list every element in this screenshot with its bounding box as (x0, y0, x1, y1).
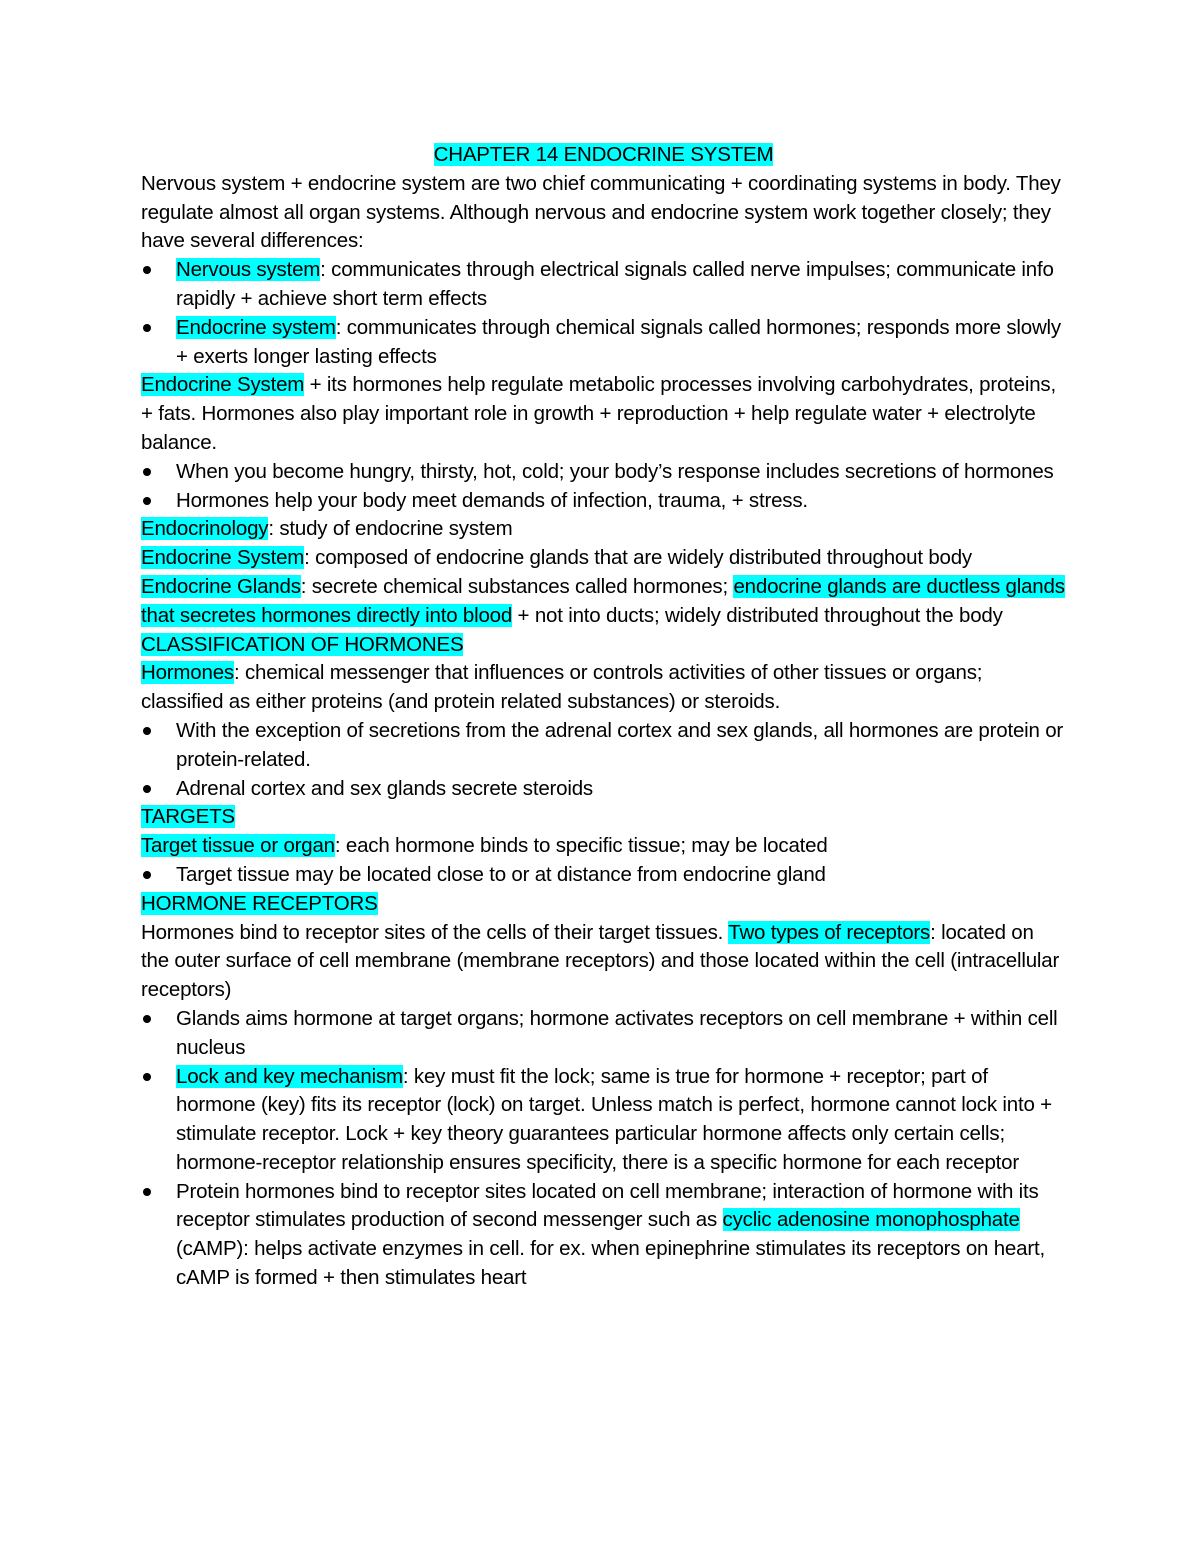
highlighted-phrase: cyclic adenosine monophosphate (722, 1208, 1020, 1232)
bullet-icon (143, 785, 151, 793)
endocrine-system-paragraph: Endocrine System + its hormones help regulate metabolic processes involving carbohydrates, proteins, + fats. Hormones also play important role in growth + reproduction + help regulate water + electrolyte balance. (141, 373, 1056, 454)
highlighted-term: Nervous system (176, 258, 321, 282)
highlighted-term: Hormones (141, 661, 234, 685)
list-item: Target tissue may be located close to or at distance from endocrine gland (141, 861, 1066, 890)
receptors-paragraph: Hormones bind to receptor sites of the cells of their target tissues. Two types of receptors: located on the outer surface of cell membrane (membrane receptors) and those located within the cell (intracellular receptors) (141, 920, 1060, 1002)
endocrine-system-definition: Endocrine System: composed of endocrine glands that are widely distributed throughout body (141, 546, 972, 570)
bullet-icon (143, 727, 151, 735)
endocrine-glands-definition: Endocrine Glands: secrete chemical substances called hormones; endocrine glands are ductless glands that secretes hormones directly into blood + not into ducts; widely distributed throughout the body (141, 574, 1065, 627)
receptors-heading: HORMONE RECEPTORS (141, 891, 378, 915)
page-title (141, 141, 1066, 170)
classification-list (141, 717, 1066, 803)
receptors-list (141, 1005, 1066, 1293)
list-item: When you become hungry, thirsty, hot, cold; your body’s response includes secretions of hormones (141, 458, 1066, 487)
bullet-icon (143, 324, 151, 332)
list-item: Protein hormones bind to receptor sites located on cell membrane; interaction of hormone with its receptor stimulates production of second messenger such as cyclic adenosine monophosphate (cAMP): helps activate enzymes in cell. for ex. when epinephrine stimulates its receptors on heart, cAMP is formed + then stimulates heart (141, 1178, 1066, 1293)
highlighted-term: Endocrinology (141, 517, 269, 541)
classification-heading: CLASSIFICATION OF HORMONES (141, 632, 464, 656)
list-item: Nervous system: communicates through electrical signals called nerve impulses; communicate info rapidly + achieve short term effects (141, 256, 1066, 314)
bullet-icon (143, 266, 151, 274)
list-item: Hormones help your body meet demands of infection, trauma, + stress. (141, 487, 1066, 516)
endocrine-list (141, 458, 1066, 516)
title-highlight: CHAPTER 14 ENDOCRINE SYSTEM (433, 143, 774, 166)
endocrinology-definition: Endocrinology: study of endocrine system (141, 517, 513, 541)
highlighted-phrase: endocrine glands are ductless glands that secretes hormones directly into blood (141, 574, 1065, 627)
bullet-icon (143, 871, 151, 879)
highlighted-term: Target tissue or organ (141, 834, 335, 858)
list-item: Lock and key mechanism: key must fit the lock; same is true for hormone + receptor; part of hormone (key) fits its receptor (lock) on target. Unless match is perfect, hormone cannot lock into + stimulate receptor. Lock + key theory guarantees particular hormone affects only certain cells; hormone-receptor relationship ensures specificity, there is a specific hormone for each receptor (141, 1063, 1066, 1178)
list-item: Endocrine system: communicates through chemical signals called hormones; responds more slowly + exerts longer lasting effects (141, 314, 1066, 372)
list-item: Adrenal cortex and sex glands secrete steroids (141, 775, 1066, 804)
differences-list (141, 256, 1066, 371)
bullet-icon (143, 1188, 151, 1196)
bullet-icon (143, 1073, 151, 1081)
targets-list (141, 861, 1066, 890)
intro-paragraph: Nervous system + endocrine system are two chief communicating + coordinating systems in body. They regulate almost all organ systems. Although nervous and endocrine system work together closely; they have several differences: (141, 171, 1061, 253)
target-definition: Target tissue or organ: each hormone binds to specific tissue; may be located (141, 834, 828, 858)
list-item: With the exception of secretions from the adrenal cortex and sex glands, all hormones are protein or protein-related. (141, 717, 1066, 775)
targets-heading: TARGETS (141, 805, 235, 829)
highlighted-term: Endocrine system (176, 315, 336, 339)
highlighted-term: Endocrine Glands (141, 574, 301, 598)
highlighted-term: Endocrine System (141, 373, 305, 397)
highlighted-phrase: Two types of receptors (728, 920, 931, 944)
bullet-icon (143, 468, 151, 476)
list-item: Glands aims hormone at target organs; hormone activates receptors on cell membrane + within cell nucleus (141, 1005, 1066, 1063)
bullet-icon (143, 497, 151, 505)
highlighted-term: Lock and key mechanism (176, 1064, 403, 1088)
bullet-icon (143, 1015, 151, 1023)
hormones-definition: Hormones: chemical messenger that influences or controls activities of other tissues or organs; classified as either proteins (and protein related substances) or steroids. (141, 661, 983, 714)
highlighted-term: Endocrine System (141, 546, 305, 570)
document-page (141, 141, 1066, 1293)
